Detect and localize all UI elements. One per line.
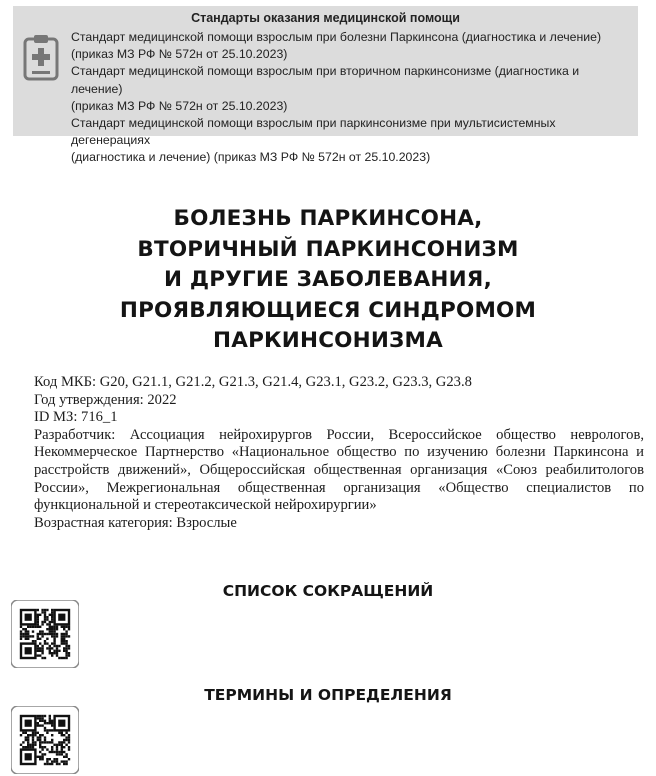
developer-text: Разработчик: Ассоциация нейрохирургов России, Всероссийское общество неврологов, Некоммерческое Партнерство «Национальное общество по изучению болезни Паркинсона и расстройств движений», Общероссийская общественная организация «Союз реабилитологов России», Межрегиональная общественная организация «Общество специалистов по функциональной и стереотаксической нейрохирургии»	[34, 426, 644, 514]
age-category: Возрастная категория: Взрослые	[34, 514, 237, 531]
mz-id: ID МЗ: 716_1	[34, 409, 118, 426]
section-terms: ТЕРМИНЫ И ОПРЕДЕЛЕНИЯ	[204, 686, 452, 704]
title-line: ПАРКИНСОНИЗМА	[213, 328, 443, 353]
title-line: И ДРУГИЕ ЗАБОЛЕВАНИЯ,	[164, 267, 492, 292]
standards-list	[71, 29, 632, 167]
standard-item[interactable]: Стандарт медицинской помощи взрослым при вторичном паркинсонизме (диагностика и лечение)	[71, 64, 580, 96]
title-line: БОЛЕЗНЬ ПАРКИНСОНА,	[173, 206, 483, 231]
icd-codes: Код МКБ: G20, G21.1, G21.2, G21.3, G21.4, G23.1, G23.2, G23.3, G23.8	[34, 374, 472, 390]
qr-code-icon[interactable]	[11, 600, 79, 668]
title-line: ВТОРИЧНЫЙ ПАРКИНСОНИЗМ	[137, 236, 519, 262]
approval-year: Год утверждения: 2022	[34, 391, 177, 408]
standard-item[interactable]: (приказ МЗ РФ № 572н от 25.10.2023)	[71, 98, 288, 113]
standard-item[interactable]: Стандарт медицинской помощи взрослым при болезни Паркинсона (диагностика и лечение)	[71, 30, 602, 44]
medical-document-icon	[21, 32, 61, 82]
standard-item[interactable]: (диагностика и лечение) (приказ МЗ РФ № 572н от 25.10.2023)	[71, 150, 431, 165]
document-meta	[34, 374, 644, 532]
title-line: ПРОЯВЛЯЮЩИЕСЯ СИНДРОМОМ	[119, 297, 537, 323]
section-abbreviations: СПИСОК СОКРАЩЕНИЙ	[222, 582, 434, 600]
standards-box	[13, 6, 638, 165]
standard-item[interactable]: (приказ МЗ РФ № 572н от 25.10.2023)	[71, 47, 288, 62]
standards-heading: Стандарты оказания медицинской помощи	[191, 11, 460, 25]
page-title	[40, 204, 616, 357]
standard-item[interactable]: Стандарт медицинской помощи взрослым при паркинсонизме при мультисистемных дегенерациях	[71, 116, 556, 148]
qr-code-icon[interactable]	[11, 706, 79, 774]
